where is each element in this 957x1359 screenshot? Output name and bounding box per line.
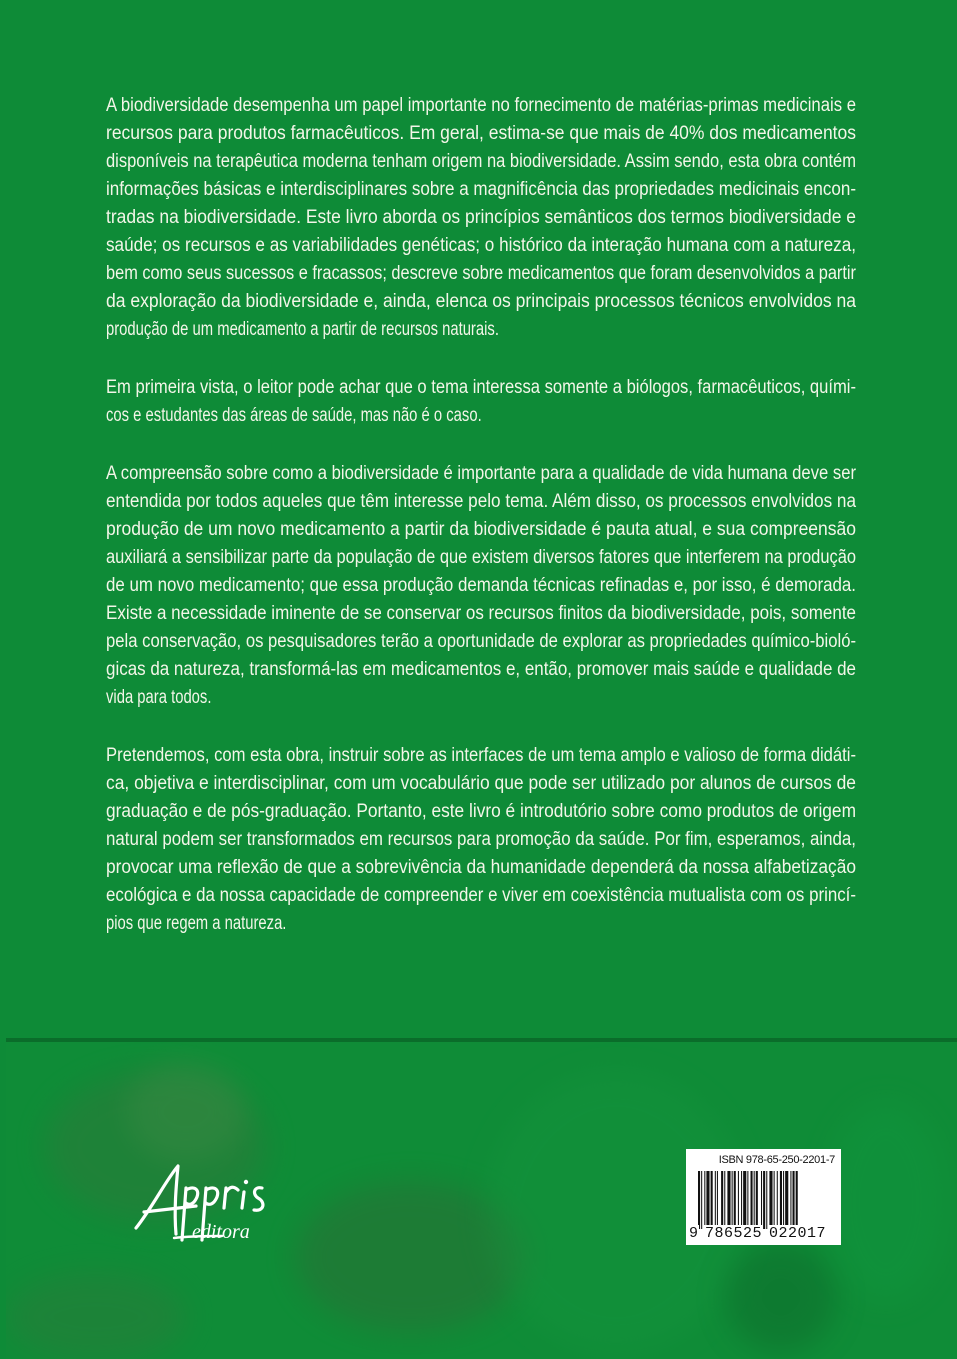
barcode-icon <box>698 1171 831 1229</box>
text-line-content: graduação e de pós-graduação. Portanto, este livro é introdutório sobre como produtos de origem <box>106 801 856 822</box>
text-line <box>106 910 856 938</box>
text-line <box>106 460 856 488</box>
text-line-content: saúde; os recursos e as variabilidades genéticas; o histórico da interação humana com a natureza, <box>106 235 856 256</box>
text-line-content: Em primeira vista, o leitor pode achar que o tema interessa somente a biólogos, farmacêuticos, quími- <box>106 377 856 398</box>
isbn-digit-first: 9 <box>689 1225 699 1242</box>
text-line-content: de um novo medicamento; que essa produção demanda técnicas refinadas e, por isso, é demorada. <box>106 575 856 596</box>
isbn-barcode <box>686 1149 841 1245</box>
text-line-content: natural podem ser transformados em recursos para promoção da saúde. Por fim, esperamos, ainda, <box>106 829 856 850</box>
publisher-logo <box>130 1158 300 1248</box>
text-line <box>106 488 856 516</box>
text-line-content: disponíveis na terapêutica moderna tenham origem na biodiversidade. Assim sendo, esta obra contém <box>106 151 856 172</box>
text-line-content: produção de um medicamento a partir de recursos naturais. <box>106 319 499 340</box>
text-line <box>106 92 856 120</box>
text-line-content: Existe a necessidade iminente de se conservar os recursos finitos da biodiversidade, pois, somente <box>106 603 856 624</box>
text-line <box>106 572 856 600</box>
text-line <box>106 288 856 316</box>
text-line-content: cos e estudantes das áreas de saúde, mas não é o caso. <box>106 405 482 426</box>
publisher-subtitle: editora <box>192 1221 250 1243</box>
isbn-digits <box>688 1225 837 1243</box>
synopsis-text <box>106 92 856 968</box>
text-line <box>106 402 856 430</box>
paragraph-2 <box>106 374 856 430</box>
text-line-content: tradas na biodiversidade. Este livro aborda os princípios semânticos dos termos biodiversidade e <box>106 207 856 228</box>
text-line-content: pela conservação, os pesquisadores terão a oportunidade de explorar as propriedades químico-bioló- <box>106 631 856 652</box>
text-line <box>106 516 856 544</box>
text-line-content: Pretendemos, com esta obra, instruir sobre as interfaces de um tema amplo e valioso de forma didáti- <box>106 745 856 766</box>
text-line-content: ca, objetiva e interdisciplinar, com um vocabulário que pode ser utilizado por alunos de cursos de <box>106 773 856 794</box>
text-line-content: pios que regem a natureza. <box>106 913 287 934</box>
text-line-content: bem como seus sucessos e fracassos; descreve sobre medicamentos que foram desenvolvidos a partir <box>106 263 856 284</box>
isbn-digit-group-2: 022017 <box>769 1225 827 1242</box>
text-line <box>106 684 856 712</box>
text-line-content: provocar uma reflexão de que a sobrevivência da humanidade dependerá da nossa alfabetização <box>106 857 856 878</box>
text-line-content: ecológica e da nossa capacidade de compreender e viver em coexistência mutualista com os princí- <box>106 885 856 906</box>
text-line-content: A compreensão sobre como a biodiversidade é importante para a qualidade de vida humana deve ser <box>106 463 856 484</box>
text-line <box>106 544 856 572</box>
text-line-content: da exploração da biodiversidade e, ainda, elenca os principais processos técnicos envolvidos na <box>106 291 856 312</box>
text-line <box>106 882 856 910</box>
text-line <box>106 600 856 628</box>
text-line <box>106 148 856 176</box>
text-line <box>106 742 856 770</box>
text-line <box>106 232 856 260</box>
text-line <box>106 374 856 402</box>
text-line <box>106 826 856 854</box>
paragraph-4 <box>106 742 856 938</box>
paragraph-1 <box>106 92 856 344</box>
text-line <box>106 260 856 288</box>
text-line-content: informações básicas e interdisciplinares sobre a magnificência das propriedades medicinais encon- <box>106 179 856 200</box>
text-line-content: auxiliará a sensibilizar parte da população de que existem diversos fatores que interferem na produção <box>106 547 856 568</box>
paragraph-3 <box>106 460 856 712</box>
isbn-digit-group-1: 786525 <box>705 1225 763 1242</box>
text-line-content: entendida por todos aqueles que têm interesse pelo tema. Além disso, os processos envolvidos na <box>106 491 856 512</box>
text-line-content: gicas da natureza, transformá-las em medicamentos e, então, promover mais saúde e qualidade de <box>106 659 856 680</box>
text-line <box>106 204 856 232</box>
text-line <box>106 628 856 656</box>
text-line-content: produção de um novo medicamento a partir da biodiversidade é pauta atual, e sua compreensão <box>106 519 856 540</box>
text-line-content: vida para todos. <box>106 687 212 708</box>
isbn-label: ISBN 978-65-250-2201-7 <box>718 1154 835 1166</box>
text-line-content: A biodiversidade desempenha um papel importante no fornecimento de matérias-primas medicinais e <box>106 95 856 116</box>
text-line <box>106 656 856 684</box>
text-line <box>106 316 856 344</box>
text-line <box>106 770 856 798</box>
appris-logo-icon <box>130 1158 300 1248</box>
text-line <box>106 854 856 882</box>
text-line-content: recursos para produtos farmacêuticos. Em geral, estima-se que mais de 40% dos medicamentos <box>106 123 856 144</box>
text-line <box>106 798 856 826</box>
text-line <box>106 176 856 204</box>
text-line <box>106 120 856 148</box>
